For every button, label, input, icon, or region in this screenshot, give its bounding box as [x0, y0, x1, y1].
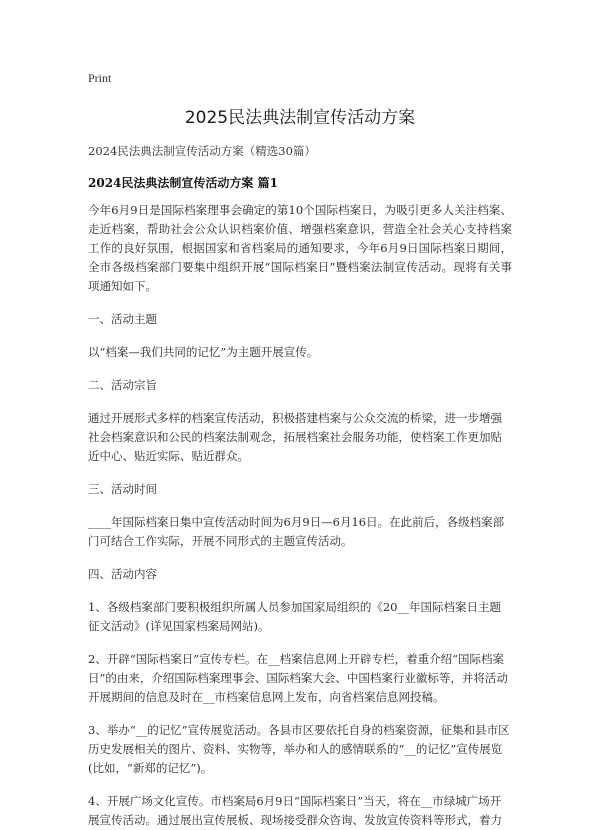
- heading-activity-theme: 一、活动主题: [88, 312, 157, 326]
- page-title: 2025民法典法制宣传活动方案: [184, 108, 416, 128]
- heading-activity-purpose: 二、活动宗旨: [88, 378, 157, 392]
- paragraph-purpose: 通过开展形式多样的档案宣传活动，积极搭建档案与公众交流的桥梁，进一步增强社会档案意识和公民的档案法制观念，拓展档案社会服务功能，使档案工作更加贴近中心、贴近实际、贴近群众。: [88, 411, 502, 463]
- heading-activity-time: 三、活动时间: [88, 482, 157, 496]
- paragraph-time: ____年国际档案日集中宣传活动时间为6月9日—6月16日。在此前后，各级档案部门可结合工作实际，开展不同形式的主题宣传活动。: [88, 515, 505, 548]
- paragraph-content-1: 1、各级档案部门要积极组织所属人员参加国家局组织的《20__年国际档案日主题征文活动》(详见国家档案局网站)。: [88, 600, 501, 633]
- paragraph-content-3: 3、举办“__的记忆”宣传展览活动。各县市区要依托自身的档案资源，征集和县市区历史发展相关的图片、资料、实物等，举办和人的感情联系的“__的记忆”宣传展览(比如，“新郑的记忆”)。: [88, 723, 510, 775]
- intro-paragraph: 今年6月9日是国际档案理事会确定的第10个国际档案日，为吸引更多人关注档案、走近档案，帮助社会公众认识档案价值、增强档案意识，营造全社会关心支持档案工作的良好氛围，根据国家和省档案局的通知要求，今年6月9日国际档案日期间，全市各级档案部门要集中组织开展“国际档案日”暨档案法制宣传活动。现将有关事项通知如下。: [88, 203, 512, 293]
- section-title: 2024民法典法制宣传活动方案 篇1: [88, 176, 278, 190]
- paragraph-content-2: 2、开辟“国际档案日”宣传专栏。在__档案信息网上开辟专栏，着重介绍“国际档案日”的由来，介绍国际档案理事会、国际档案大会、中国档案行业徽标等，并将活动开展期间的信息及时在__市档案信息网上发布，向省档案信息网投稿。: [88, 652, 508, 704]
- print-link[interactable]: Print: [88, 71, 112, 85]
- document-subtitle: 2024民法典法制宣传活动方案（精选30篇）: [88, 144, 316, 158]
- paragraph-content-4: 4、开展广场文化宣传。市档案局6月9日“国际档案日”当天，将在__市绿城广场开展宣传活动。通过展出宣传展板、现场接受群众咨询、发放宣传资料等形式，着力: [88, 794, 502, 827]
- heading-activity-content: 四、活动内容: [88, 567, 157, 581]
- paragraph-theme: 以“档案—我们共同的记忆”为主题开展宣传。: [88, 345, 319, 359]
